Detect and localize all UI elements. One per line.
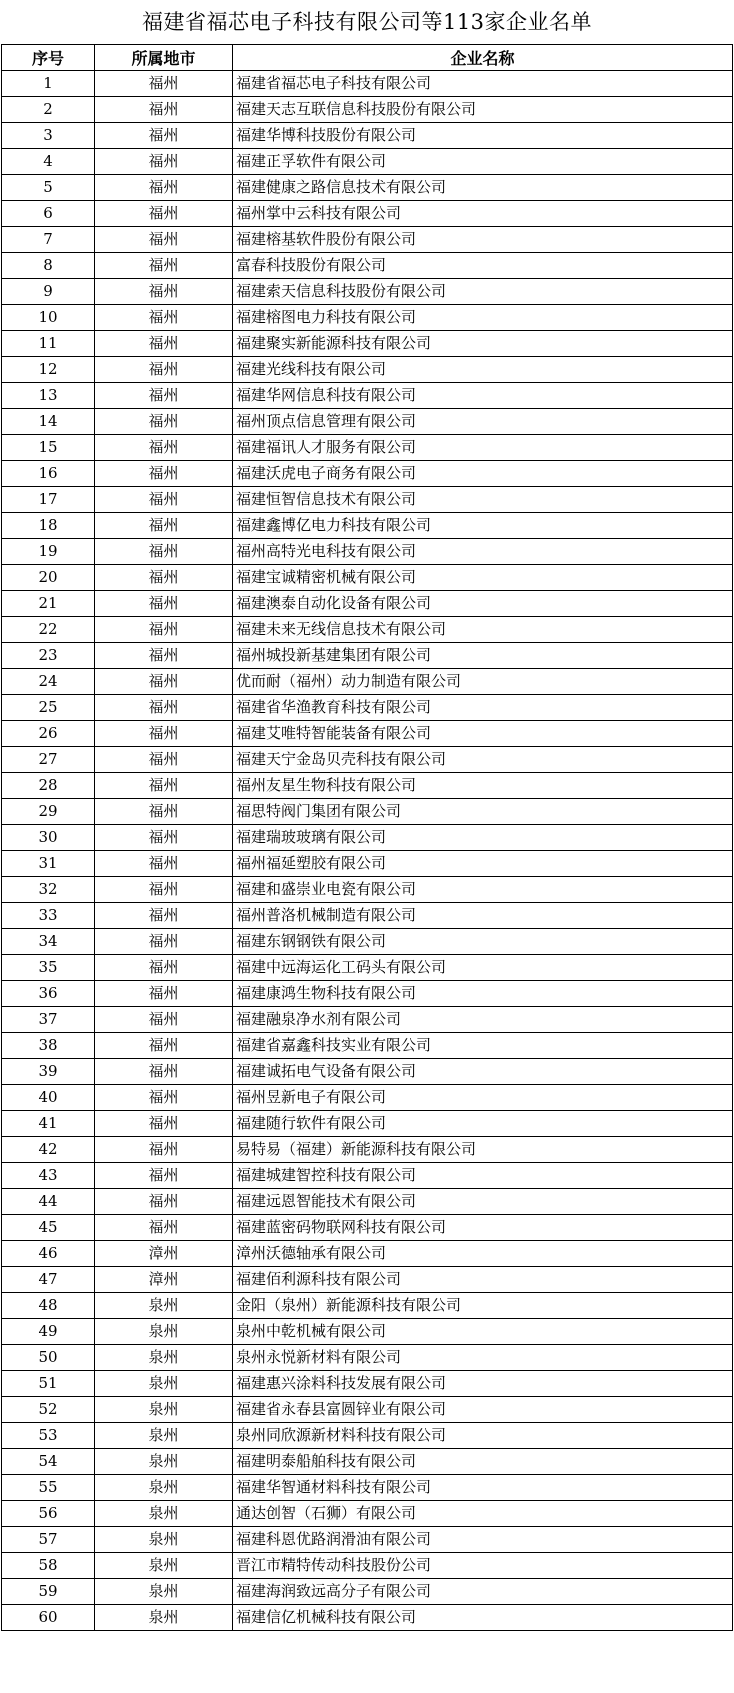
- company-name-cell: 易特易（福建）新能源科技有限公司: [233, 1137, 733, 1163]
- company-name-cell: 漳州沃德轴承有限公司: [233, 1241, 733, 1267]
- company-name-cell: 福建华博科技股份有限公司: [233, 123, 733, 149]
- company-name-cell: 福建澳泰自动化设备有限公司: [233, 591, 733, 617]
- no-cell: 34: [2, 929, 95, 955]
- company-name-cell: 泉州同欣源新材料科技有限公司: [233, 1423, 733, 1449]
- table-row: [2, 721, 733, 747]
- city-cell: 泉州: [95, 1605, 233, 1631]
- no-cell: 33: [2, 903, 95, 929]
- company-name-cell: 泉州中乾机械有限公司: [233, 1319, 733, 1345]
- company-name-cell: 富春科技股份有限公司: [233, 253, 733, 279]
- company-name-cell: 福建明泰船舶科技有限公司: [233, 1449, 733, 1475]
- header-city: 所属地市: [95, 45, 233, 71]
- city-cell: 泉州: [95, 1397, 233, 1423]
- company-name-cell: 福州福延塑胶有限公司: [233, 851, 733, 877]
- no-cell: 30: [2, 825, 95, 851]
- company-name-cell: 福州掌中云科技有限公司: [233, 201, 733, 227]
- company-name-cell: 福建蓝密码物联网科技有限公司: [233, 1215, 733, 1241]
- company-name-cell: 福建福讯人才服务有限公司: [233, 435, 733, 461]
- company-name-cell: 福建天宁金岛贝壳科技有限公司: [233, 747, 733, 773]
- city-cell: 福州: [95, 1111, 233, 1137]
- table-row: [2, 1033, 733, 1059]
- city-cell: 福州: [95, 71, 233, 97]
- table-row: [2, 461, 733, 487]
- city-cell: 福州: [95, 331, 233, 357]
- city-cell: 福州: [95, 981, 233, 1007]
- company-name-cell: 晋江市精特传动科技股份公司: [233, 1553, 733, 1579]
- no-cell: 23: [2, 643, 95, 669]
- table-row: [2, 331, 733, 357]
- company-name-cell: 福建正孚软件有限公司: [233, 149, 733, 175]
- company-name-cell: 福建省永春县富圆锌业有限公司: [233, 1397, 733, 1423]
- company-name-cell: 福建随行软件有限公司: [233, 1111, 733, 1137]
- city-cell: 福州: [95, 1085, 233, 1111]
- table-row: [2, 1527, 733, 1553]
- no-cell: 58: [2, 1553, 95, 1579]
- table-row: [2, 1163, 733, 1189]
- company-name-cell: 福思特阀门集团有限公司: [233, 799, 733, 825]
- table-row: [2, 1111, 733, 1137]
- no-cell: 46: [2, 1241, 95, 1267]
- no-cell: 2: [2, 97, 95, 123]
- table-row: [2, 1553, 733, 1579]
- city-cell: 泉州: [95, 1293, 233, 1319]
- city-cell: 福州: [95, 773, 233, 799]
- city-cell: 泉州: [95, 1579, 233, 1605]
- no-cell: 59: [2, 1579, 95, 1605]
- table-row: [2, 1475, 733, 1501]
- table-row: [2, 825, 733, 851]
- table-row: [2, 1449, 733, 1475]
- table-row: [2, 201, 733, 227]
- company-name-cell: 福建融泉净水剂有限公司: [233, 1007, 733, 1033]
- company-name-cell: 优而耐（福州）动力制造有限公司: [233, 669, 733, 695]
- company-name-cell: 福建东钢钢铁有限公司: [233, 929, 733, 955]
- city-cell: 福州: [95, 929, 233, 955]
- no-cell: 17: [2, 487, 95, 513]
- city-cell: 福州: [95, 799, 233, 825]
- company-name-cell: 福建聚实新能源科技有限公司: [233, 331, 733, 357]
- company-name-cell: 福建惠兴涂料科技发展有限公司: [233, 1371, 733, 1397]
- table-body: [2, 71, 733, 1631]
- city-cell: 福州: [95, 487, 233, 513]
- city-cell: 泉州: [95, 1501, 233, 1527]
- no-cell: 3: [2, 123, 95, 149]
- company-name-cell: 福建未来无线信息技术有限公司: [233, 617, 733, 643]
- company-name-cell: 福建瑞玻玻璃有限公司: [233, 825, 733, 851]
- city-cell: 泉州: [95, 1319, 233, 1345]
- city-cell: 福州: [95, 149, 233, 175]
- city-cell: 福州: [95, 175, 233, 201]
- no-cell: 47: [2, 1267, 95, 1293]
- city-cell: 泉州: [95, 1371, 233, 1397]
- no-cell: 4: [2, 149, 95, 175]
- table-row: [2, 1293, 733, 1319]
- city-cell: 福州: [95, 279, 233, 305]
- table-row: [2, 955, 733, 981]
- table-row: [2, 877, 733, 903]
- company-name-cell: 福州昱新电子有限公司: [233, 1085, 733, 1111]
- city-cell: 福州: [95, 565, 233, 591]
- city-cell: 福州: [95, 1215, 233, 1241]
- table-row: [2, 383, 733, 409]
- city-cell: 福州: [95, 721, 233, 747]
- table-row: [2, 357, 733, 383]
- table-row: [2, 1007, 733, 1033]
- no-cell: 28: [2, 773, 95, 799]
- city-cell: 泉州: [95, 1345, 233, 1371]
- no-cell: 39: [2, 1059, 95, 1085]
- table-row: [2, 669, 733, 695]
- no-cell: 32: [2, 877, 95, 903]
- city-cell: 福州: [95, 747, 233, 773]
- company-name-cell: 福建光线科技有限公司: [233, 357, 733, 383]
- no-cell: 40: [2, 1085, 95, 1111]
- table-row: [2, 695, 733, 721]
- no-cell: 52: [2, 1397, 95, 1423]
- company-name-cell: 福建中远海运化工码头有限公司: [233, 955, 733, 981]
- no-cell: 5: [2, 175, 95, 201]
- table-row: [2, 1215, 733, 1241]
- table-row: [2, 1137, 733, 1163]
- company-name-cell: 福建信亿机械科技有限公司: [233, 1605, 733, 1631]
- table-row: [2, 1241, 733, 1267]
- table-row: [2, 1059, 733, 1085]
- city-cell: 福州: [95, 851, 233, 877]
- table-row: [2, 71, 733, 97]
- table-row: [2, 175, 733, 201]
- no-cell: 60: [2, 1605, 95, 1631]
- no-cell: 43: [2, 1163, 95, 1189]
- no-cell: 20: [2, 565, 95, 591]
- no-cell: 12: [2, 357, 95, 383]
- table-row: [2, 1345, 733, 1371]
- city-cell: 漳州: [95, 1241, 233, 1267]
- table-row: [2, 123, 733, 149]
- city-cell: 福州: [95, 617, 233, 643]
- table-row: [2, 903, 733, 929]
- company-name-cell: 福建索天信息科技股份有限公司: [233, 279, 733, 305]
- table-row: [2, 617, 733, 643]
- city-cell: 福州: [95, 539, 233, 565]
- company-name-cell: 福建健康之路信息技术有限公司: [233, 175, 733, 201]
- no-cell: 56: [2, 1501, 95, 1527]
- table-row: [2, 981, 733, 1007]
- table-row: [2, 1189, 733, 1215]
- city-cell: 福州: [95, 227, 233, 253]
- company-name-cell: 福建榕图电力科技有限公司: [233, 305, 733, 331]
- company-name-cell: 福建天志互联信息科技股份有限公司: [233, 97, 733, 123]
- table-row: [2, 591, 733, 617]
- company-name-cell: 福建沃虎电子商务有限公司: [233, 461, 733, 487]
- no-cell: 55: [2, 1475, 95, 1501]
- city-cell: 福州: [95, 1163, 233, 1189]
- table-row: [2, 851, 733, 877]
- table-row: [2, 149, 733, 175]
- city-cell: 福州: [95, 357, 233, 383]
- city-cell: 福州: [95, 1189, 233, 1215]
- no-cell: 11: [2, 331, 95, 357]
- table-row: [2, 643, 733, 669]
- company-name-cell: 泉州永悦新材料有限公司: [233, 1345, 733, 1371]
- company-name-cell: 福建省嘉鑫科技实业有限公司: [233, 1033, 733, 1059]
- no-cell: 45: [2, 1215, 95, 1241]
- city-cell: 泉州: [95, 1449, 233, 1475]
- city-cell: 福州: [95, 955, 233, 981]
- table-row: [2, 305, 733, 331]
- no-cell: 48: [2, 1293, 95, 1319]
- table-row: [2, 487, 733, 513]
- table-row: [2, 1371, 733, 1397]
- no-cell: 26: [2, 721, 95, 747]
- no-cell: 21: [2, 591, 95, 617]
- company-name-cell: 福建康鸿生物科技有限公司: [233, 981, 733, 1007]
- city-cell: 福州: [95, 1033, 233, 1059]
- company-name-cell: 福建鑫博亿电力科技有限公司: [233, 513, 733, 539]
- no-cell: 8: [2, 253, 95, 279]
- city-cell: 泉州: [95, 1423, 233, 1449]
- company-name-cell: 福州城投新基建集团有限公司: [233, 643, 733, 669]
- city-cell: 漳州: [95, 1267, 233, 1293]
- company-table: [1, 44, 733, 1631]
- city-cell: 福州: [95, 1059, 233, 1085]
- table-row: [2, 1423, 733, 1449]
- table-row: [2, 513, 733, 539]
- no-cell: 31: [2, 851, 95, 877]
- company-name-cell: 福建恒智信息技术有限公司: [233, 487, 733, 513]
- no-cell: 57: [2, 1527, 95, 1553]
- city-cell: 泉州: [95, 1475, 233, 1501]
- table-row: [2, 747, 733, 773]
- no-cell: 27: [2, 747, 95, 773]
- no-cell: 10: [2, 305, 95, 331]
- company-name-cell: 福建城建智控科技有限公司: [233, 1163, 733, 1189]
- city-cell: 福州: [95, 461, 233, 487]
- table-row: [2, 929, 733, 955]
- company-name-cell: 福建华智通材料科技有限公司: [233, 1475, 733, 1501]
- header-name: 企业名称: [233, 45, 733, 71]
- city-cell: 福州: [95, 409, 233, 435]
- company-name-cell: 福州高特光电科技有限公司: [233, 539, 733, 565]
- no-cell: 1: [2, 71, 95, 97]
- no-cell: 18: [2, 513, 95, 539]
- company-name-cell: 福建艾唯特智能装备有限公司: [233, 721, 733, 747]
- company-name-cell: 福建华网信息科技有限公司: [233, 383, 733, 409]
- city-cell: 福州: [95, 1137, 233, 1163]
- city-cell: 福州: [95, 877, 233, 903]
- no-cell: 41: [2, 1111, 95, 1137]
- no-cell: 38: [2, 1033, 95, 1059]
- company-name-cell: 福建省华渔教育科技有限公司: [233, 695, 733, 721]
- table-row: [2, 97, 733, 123]
- company-name-cell: 福州顶点信息管理有限公司: [233, 409, 733, 435]
- company-name-cell: 福建诚拓电气设备有限公司: [233, 1059, 733, 1085]
- no-cell: 53: [2, 1423, 95, 1449]
- no-cell: 37: [2, 1007, 95, 1033]
- company-name-cell: 福建海润致远高分子有限公司: [233, 1579, 733, 1605]
- no-cell: 22: [2, 617, 95, 643]
- company-name-cell: 福州友星生物科技有限公司: [233, 773, 733, 799]
- company-name-cell: 福建省福芯电子科技有限公司: [233, 71, 733, 97]
- city-cell: 福州: [95, 435, 233, 461]
- company-name-cell: 福建佰利源科技有限公司: [233, 1267, 733, 1293]
- table-row: [2, 227, 733, 253]
- document-title: 福建省福芯电子科技有限公司等113家企业名单: [141, 10, 593, 34]
- company-name-cell: 福建远恩智能技术有限公司: [233, 1189, 733, 1215]
- company-name-cell: 金阳（泉州）新能源科技有限公司: [233, 1293, 733, 1319]
- no-cell: 14: [2, 409, 95, 435]
- company-name-cell: 福建榕基软件股份有限公司: [233, 227, 733, 253]
- no-cell: 44: [2, 1189, 95, 1215]
- table-row: [2, 1267, 733, 1293]
- company-name-cell: 福建宝诚精密机械有限公司: [233, 565, 733, 591]
- city-cell: 福州: [95, 695, 233, 721]
- company-name-cell: 福州普洛机械制造有限公司: [233, 903, 733, 929]
- company-name-cell: 通达创智（石狮）有限公司: [233, 1501, 733, 1527]
- no-cell: 24: [2, 669, 95, 695]
- table-row: [2, 435, 733, 461]
- company-name-cell: 福建和盛崇业电瓷有限公司: [233, 877, 733, 903]
- city-cell: 福州: [95, 253, 233, 279]
- no-cell: 51: [2, 1371, 95, 1397]
- city-cell: 福州: [95, 201, 233, 227]
- city-cell: 福州: [95, 513, 233, 539]
- table-row: [2, 1085, 733, 1111]
- city-cell: 泉州: [95, 1527, 233, 1553]
- no-cell: 16: [2, 461, 95, 487]
- header-row: [2, 45, 733, 71]
- no-cell: 13: [2, 383, 95, 409]
- table-row: [2, 279, 733, 305]
- no-cell: 25: [2, 695, 95, 721]
- company-name-cell: 福建科恩优路润滑油有限公司: [233, 1527, 733, 1553]
- table-row: [2, 773, 733, 799]
- city-cell: 福州: [95, 591, 233, 617]
- no-cell: 15: [2, 435, 95, 461]
- no-cell: 19: [2, 539, 95, 565]
- city-cell: 福州: [95, 1007, 233, 1033]
- table-row: [2, 799, 733, 825]
- no-cell: 36: [2, 981, 95, 1007]
- no-cell: 29: [2, 799, 95, 825]
- no-cell: 6: [2, 201, 95, 227]
- city-cell: 福州: [95, 643, 233, 669]
- city-cell: 福州: [95, 669, 233, 695]
- no-cell: 9: [2, 279, 95, 305]
- city-cell: 福州: [95, 825, 233, 851]
- no-cell: 54: [2, 1449, 95, 1475]
- no-cell: 35: [2, 955, 95, 981]
- city-cell: 福州: [95, 903, 233, 929]
- table-row: [2, 253, 733, 279]
- city-cell: 福州: [95, 383, 233, 409]
- no-cell: 49: [2, 1319, 95, 1345]
- city-cell: 泉州: [95, 1553, 233, 1579]
- table-row: [2, 409, 733, 435]
- table-row: [2, 1319, 733, 1345]
- table-row: [2, 1605, 733, 1631]
- table-row: [2, 1579, 733, 1605]
- table-row: [2, 565, 733, 591]
- city-cell: 福州: [95, 123, 233, 149]
- header-no: 序号: [2, 45, 95, 71]
- table-row: [2, 1397, 733, 1423]
- no-cell: 50: [2, 1345, 95, 1371]
- no-cell: 42: [2, 1137, 95, 1163]
- city-cell: 福州: [95, 305, 233, 331]
- table-row: [2, 1501, 733, 1527]
- city-cell: 福州: [95, 97, 233, 123]
- no-cell: 7: [2, 227, 95, 253]
- table-row: [2, 539, 733, 565]
